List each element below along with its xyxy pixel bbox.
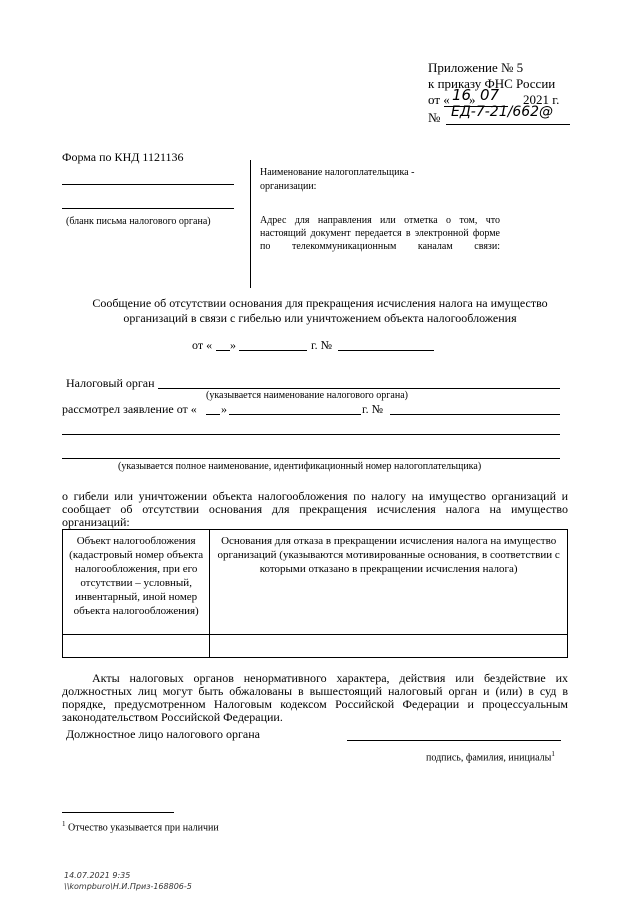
official-label: Должностное лицо налогового органа: [66, 727, 260, 741]
appendix-num-value: ЕД-7-21/662@: [451, 104, 554, 120]
table-cell-object: [63, 635, 210, 658]
form-code: Форма по КНД 1121136: [62, 150, 184, 164]
header-divider: [250, 160, 251, 288]
appendix-num-underline: [446, 124, 570, 125]
reviewed-label: рассмотрел заявление от «: [62, 402, 197, 416]
footnote-mark: 1: [62, 820, 66, 828]
title-date-month-line: [239, 350, 307, 351]
signature-label: [426, 750, 555, 763]
reviewed-day-line: [206, 414, 220, 415]
scan-stamp-date: 14.07.2021 9:35: [64, 871, 131, 880]
appendix-date-prefix: от «: [428, 92, 450, 107]
title-date-from: от «: [192, 338, 213, 352]
appendix-order-ref: к приказу ФНС России: [428, 76, 556, 91]
tax-authority-line: [158, 388, 560, 389]
taxpayer-line-1: [62, 434, 560, 435]
address-label: Адрес для направления или отметка о том, что настоящий документ передается в электронной форме по телекоммуникационным каналам связи:: [260, 215, 500, 252]
footnote-separator: [62, 812, 174, 813]
title-date-day-line: [216, 350, 230, 351]
table-cell-reason: [210, 635, 568, 658]
taxpayer-line-2: [62, 458, 560, 459]
tax-authority-label: Налоговый орган: [66, 376, 155, 390]
signature-footnote-mark: 1: [551, 750, 555, 758]
tax-authority-hint: (указывается наименование налогового органа): [206, 390, 408, 401]
document-title: Сообщение об отсутствии основания для прекращения исчисления налога на имущество организаций в связи с гибелью или уничтожением объекта налогообложения: [92, 296, 548, 325]
signature-line: [347, 740, 561, 741]
appendix-date-sep: »: [469, 92, 476, 107]
title-number-line: [338, 350, 434, 351]
appendix-number: Приложение № 5: [428, 60, 524, 75]
reviewed-month-line: [229, 414, 361, 415]
title-date-year-no: г. №: [311, 338, 333, 352]
col2-header: Основания для отказа в прекращении исчисления налога на имущество организаций (указываются мотивированные основания, в соответствии с которыми отказано в прекращении исчисления налога): [210, 530, 568, 635]
taxpayer-hint: (указывается полное наименование, идентификационный номер налогоплательщика): [118, 461, 482, 472]
reviewed-mid: »: [221, 402, 227, 416]
signature-label-text: подпись, фамилия, инициалы: [426, 752, 552, 764]
footnote-text: Отчество указывается при наличии: [68, 822, 219, 834]
objects-table: [62, 529, 568, 658]
blank-line-2: [62, 208, 234, 209]
reviewed-no: г. №: [362, 402, 384, 416]
appendix-date-year: 2021 г.: [523, 92, 560, 107]
table-header-row: [63, 530, 568, 635]
body-text: о гибели или уничтожении объекта налогообложения по налогу на имущество организаций и сообщает об отсутствии основания для прекращения исчисления налога на имущество организаций:: [62, 489, 568, 529]
table-row: [63, 635, 568, 658]
scan-stamp-path: \\kompburo\Н.И.Приз-168806-5: [64, 882, 192, 891]
appendix-date-month: 07: [480, 86, 500, 104]
title-date-mid: »: [230, 338, 236, 352]
reviewed-number-line: [390, 414, 560, 415]
blank-line-1: [62, 184, 234, 185]
appeal-text: Акты налоговых органов ненормативного характера, действия или бездействие их должностных лиц могут быть обжалованы в вышестоящий налоговый орган и (или) в суд в порядке, предусмотренном Налоговым кодексом Российской Федерации и процессуальным законодательством Российской Федерации.: [62, 671, 568, 724]
appendix-date-day: 16: [452, 86, 472, 104]
appendix-num-prefix: №: [428, 110, 441, 125]
blank-label: (бланк письма налогового органа): [66, 216, 211, 227]
footnote: [62, 820, 219, 833]
col1-header: Объект налогообложения (кадастровый номер объекта налогообложения, при его отсутствии – условный, инвентарный, иной номер объекта налогообложения): [63, 530, 210, 635]
taxpayer-name-label: Наименование налогоплательщика - организации:: [260, 167, 415, 192]
